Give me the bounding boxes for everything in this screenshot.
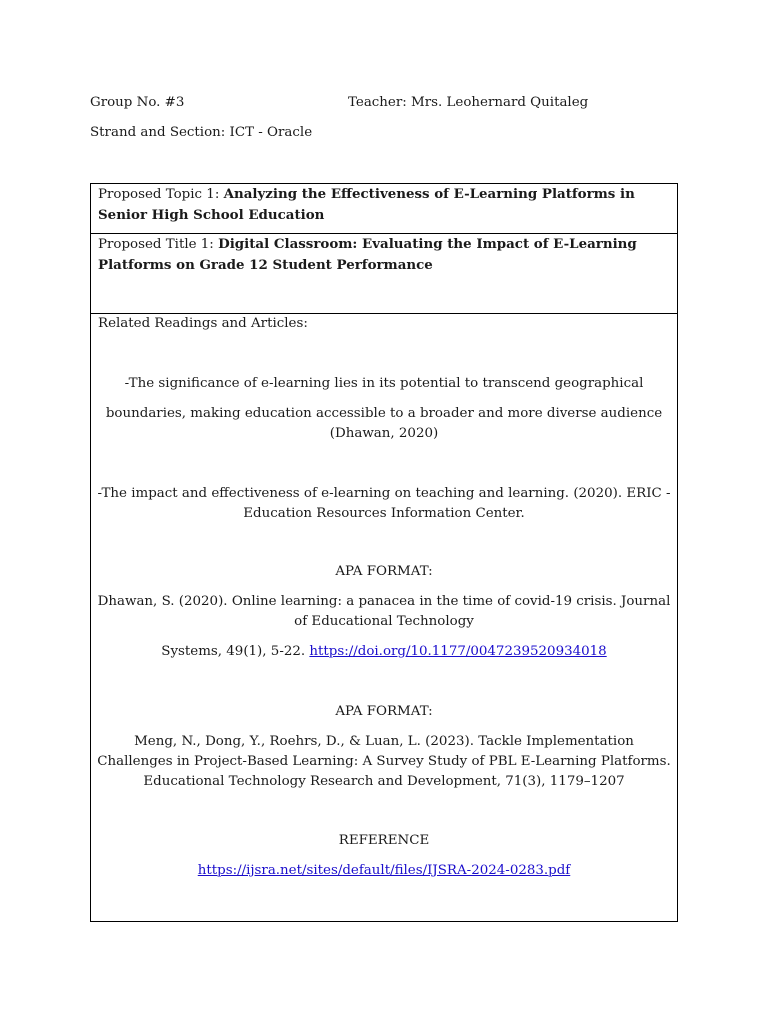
- topic-label: Proposed Topic 1:: [98, 187, 224, 202]
- apa2-heading: APA FORMAT:: [335, 704, 433, 719]
- strand-section: Strand and Section: ICT - Oracle: [90, 125, 313, 140]
- apa1-systems-line: [97, 642, 671, 662]
- topic-value: Analyzing the Effectiveness of E-Learning Platforms in Senior High School Education: [98, 186, 635, 223]
- reference-heading: REFERENCE: [338, 833, 430, 848]
- proposal-table: [90, 183, 678, 922]
- teacher-name: Teacher: Mrs. Leohernard Quitaleg: [348, 95, 589, 110]
- related-heading: Related Readings and Articles:: [98, 316, 308, 331]
- group-number: Group No. #3: [90, 95, 185, 110]
- apa1-doi-link[interactable]: https://doi.org/10.1177/0047239520934018: [309, 644, 607, 659]
- reference-link[interactable]: https://ijsra.net/sites/default/files/IJSRA-2024-0283.pdf: [197, 863, 571, 878]
- apa1-citation: Dhawan, S. (2020). Online learning: a panacea in the time of covid-19 crisis. Journal of Educational Technology: [97, 594, 671, 629]
- header-row-1: [90, 93, 690, 113]
- proposed-topic-row: [91, 184, 677, 234]
- reference-link-line: [97, 861, 671, 881]
- apa1-heading: APA FORMAT:: [335, 564, 433, 579]
- title-label: Proposed Title 1:: [98, 237, 219, 252]
- reading2: -The impact and effectiveness of e-learning on teaching and learning. (2020). ERIC - Education Resources Information Center.: [97, 486, 671, 521]
- proposed-title-row: [91, 234, 677, 314]
- reading1-line2: boundaries, making education accessible to a broader and more diverse audience (Dhawan, 2020): [105, 406, 663, 441]
- title-value: Digital Classroom: Evaluating the Impact of E-Learning Platforms on Grade 12 Student Performance: [98, 236, 637, 273]
- reading1-line1: -The significance of e-learning lies in its potential to transcend geographical: [124, 376, 644, 391]
- apa1-systems: Systems, 49(1), 5-22.: [161, 644, 310, 659]
- related-readings-row: [91, 314, 677, 921]
- header-row-2: [90, 123, 690, 143]
- apa2-citation: Meng, N., Dong, Y., Roehrs, D., & Luan, L. (2023). Tackle Implementation Challenges in Project-Based Learning: A Survey Study of PBL E-Learning Platforms. Educational Technology Research and Development, 71(3), 1179–1207: [97, 734, 671, 789]
